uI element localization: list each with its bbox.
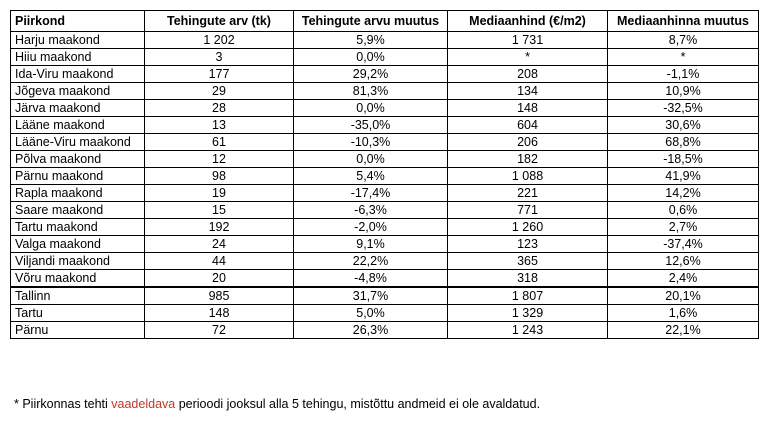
footnote-text-before: * Piirkonnas tehti	[14, 397, 112, 411]
city-row	[11, 287, 759, 305]
value-cell: 148	[448, 100, 608, 117]
value-cell: *	[448, 49, 608, 66]
city-row	[11, 305, 759, 322]
region-name-cell: Pärnu	[11, 322, 145, 339]
region-name-cell: Hiiu maakond	[11, 49, 145, 66]
value-cell: 1 243	[448, 322, 608, 339]
value-cell: 1 329	[448, 305, 608, 322]
region-name-cell: Tallinn	[11, 287, 145, 305]
value-cell: 24	[145, 236, 294, 253]
value-cell: 985	[145, 287, 294, 305]
region-name-cell: Harju maakond	[11, 32, 145, 49]
column-header-price-change: Mediaanhinna muutus	[608, 11, 759, 32]
value-cell: 12,6%	[608, 253, 759, 270]
table-row	[11, 270, 759, 288]
value-cell: 98	[145, 168, 294, 185]
value-cell: 5,4%	[294, 168, 448, 185]
value-cell: 221	[448, 185, 608, 202]
table-row	[11, 117, 759, 134]
table-row	[11, 219, 759, 236]
value-cell: 365	[448, 253, 608, 270]
footnote	[14, 397, 540, 411]
value-cell: 72	[145, 322, 294, 339]
value-cell: -1,1%	[608, 66, 759, 83]
table-row	[11, 32, 759, 49]
value-cell: 0,0%	[294, 151, 448, 168]
column-header-transaction-count: Tehingute arv (tk)	[145, 11, 294, 32]
footnote-text-after: perioodi jooksul alla 5 tehingu, mistõttu andmeid ei ole avaldatud.	[175, 397, 541, 411]
column-header-region: Piirkond	[11, 11, 145, 32]
value-cell: 1 202	[145, 32, 294, 49]
value-cell: -18,5%	[608, 151, 759, 168]
value-cell: 0,6%	[608, 202, 759, 219]
value-cell: 8,7%	[608, 32, 759, 49]
value-cell: 30,6%	[608, 117, 759, 134]
value-cell: 206	[448, 134, 608, 151]
value-cell: -32,5%	[608, 100, 759, 117]
value-cell: 13	[145, 117, 294, 134]
value-cell: 134	[448, 83, 608, 100]
table-row	[11, 151, 759, 168]
value-cell: -35,0%	[294, 117, 448, 134]
region-name-cell: Lääne-Viru maakond	[11, 134, 145, 151]
value-cell: 14,2%	[608, 185, 759, 202]
value-cell: 28	[145, 100, 294, 117]
value-cell: -17,4%	[294, 185, 448, 202]
column-header-median-price: Mediaanhind (€/m2)	[448, 11, 608, 32]
region-name-cell: Lääne maakond	[11, 117, 145, 134]
table-body	[11, 32, 759, 339]
region-name-cell: Valga maakond	[11, 236, 145, 253]
value-cell: 2,7%	[608, 219, 759, 236]
value-cell: 1,6%	[608, 305, 759, 322]
value-cell: 1 731	[448, 32, 608, 49]
value-cell: 26,3%	[294, 322, 448, 339]
column-header-count-change: Tehingute arvu muutus	[294, 11, 448, 32]
value-cell: 182	[448, 151, 608, 168]
table-row	[11, 83, 759, 100]
value-cell: 0,0%	[294, 49, 448, 66]
table-row	[11, 134, 759, 151]
value-cell: 20	[145, 270, 294, 288]
table-row	[11, 66, 759, 83]
value-cell: 771	[448, 202, 608, 219]
value-cell: 20,1%	[608, 287, 759, 305]
region-name-cell: Tartu	[11, 305, 145, 322]
value-cell: 318	[448, 270, 608, 288]
value-cell: 61	[145, 134, 294, 151]
region-name-cell: Rapla maakond	[11, 185, 145, 202]
table-row	[11, 168, 759, 185]
region-name-cell: Tartu maakond	[11, 219, 145, 236]
value-cell: -37,4%	[608, 236, 759, 253]
value-cell: 44	[145, 253, 294, 270]
value-cell: 177	[145, 66, 294, 83]
table-row	[11, 100, 759, 117]
region-name-cell: Saare maakond	[11, 202, 145, 219]
value-cell: 2,4%	[608, 270, 759, 288]
data-table	[10, 10, 759, 339]
region-name-cell: Ida-Viru maakond	[11, 66, 145, 83]
value-cell: *	[608, 49, 759, 66]
value-cell: 1 088	[448, 168, 608, 185]
table-row	[11, 185, 759, 202]
table-row	[11, 253, 759, 270]
region-name-cell: Põlva maakond	[11, 151, 145, 168]
value-cell: 192	[145, 219, 294, 236]
value-cell: 41,9%	[608, 168, 759, 185]
value-cell: 81,3%	[294, 83, 448, 100]
value-cell: 68,8%	[608, 134, 759, 151]
value-cell: -2,0%	[294, 219, 448, 236]
value-cell: -4,8%	[294, 270, 448, 288]
value-cell: 9,1%	[294, 236, 448, 253]
value-cell: 604	[448, 117, 608, 134]
table-row	[11, 49, 759, 66]
value-cell: -6,3%	[294, 202, 448, 219]
region-name-cell: Pärnu maakond	[11, 168, 145, 185]
value-cell: 5,9%	[294, 32, 448, 49]
city-row	[11, 322, 759, 339]
value-cell: 208	[448, 66, 608, 83]
value-cell: 10,9%	[608, 83, 759, 100]
value-cell: 123	[448, 236, 608, 253]
region-name-cell: Järva maakond	[11, 100, 145, 117]
value-cell: 15	[145, 202, 294, 219]
region-name-cell: Viljandi maakond	[11, 253, 145, 270]
table-row	[11, 202, 759, 219]
value-cell: 12	[145, 151, 294, 168]
value-cell: 19	[145, 185, 294, 202]
value-cell: -10,3%	[294, 134, 448, 151]
footnote-highlight-word: vaadeldava	[111, 397, 176, 411]
table-container	[10, 10, 758, 339]
value-cell: 0,0%	[294, 100, 448, 117]
region-name-cell: Jõgeva maakond	[11, 83, 145, 100]
value-cell: 22,1%	[608, 322, 759, 339]
value-cell: 3	[145, 49, 294, 66]
value-cell: 29,2%	[294, 66, 448, 83]
value-cell: 148	[145, 305, 294, 322]
value-cell: 31,7%	[294, 287, 448, 305]
table-row	[11, 236, 759, 253]
value-cell: 22,2%	[294, 253, 448, 270]
value-cell: 1 260	[448, 219, 608, 236]
value-cell: 1 807	[448, 287, 608, 305]
value-cell: 29	[145, 83, 294, 100]
table-header-row	[11, 11, 759, 32]
region-name-cell: Võru maakond	[11, 270, 145, 288]
value-cell: 5,0%	[294, 305, 448, 322]
